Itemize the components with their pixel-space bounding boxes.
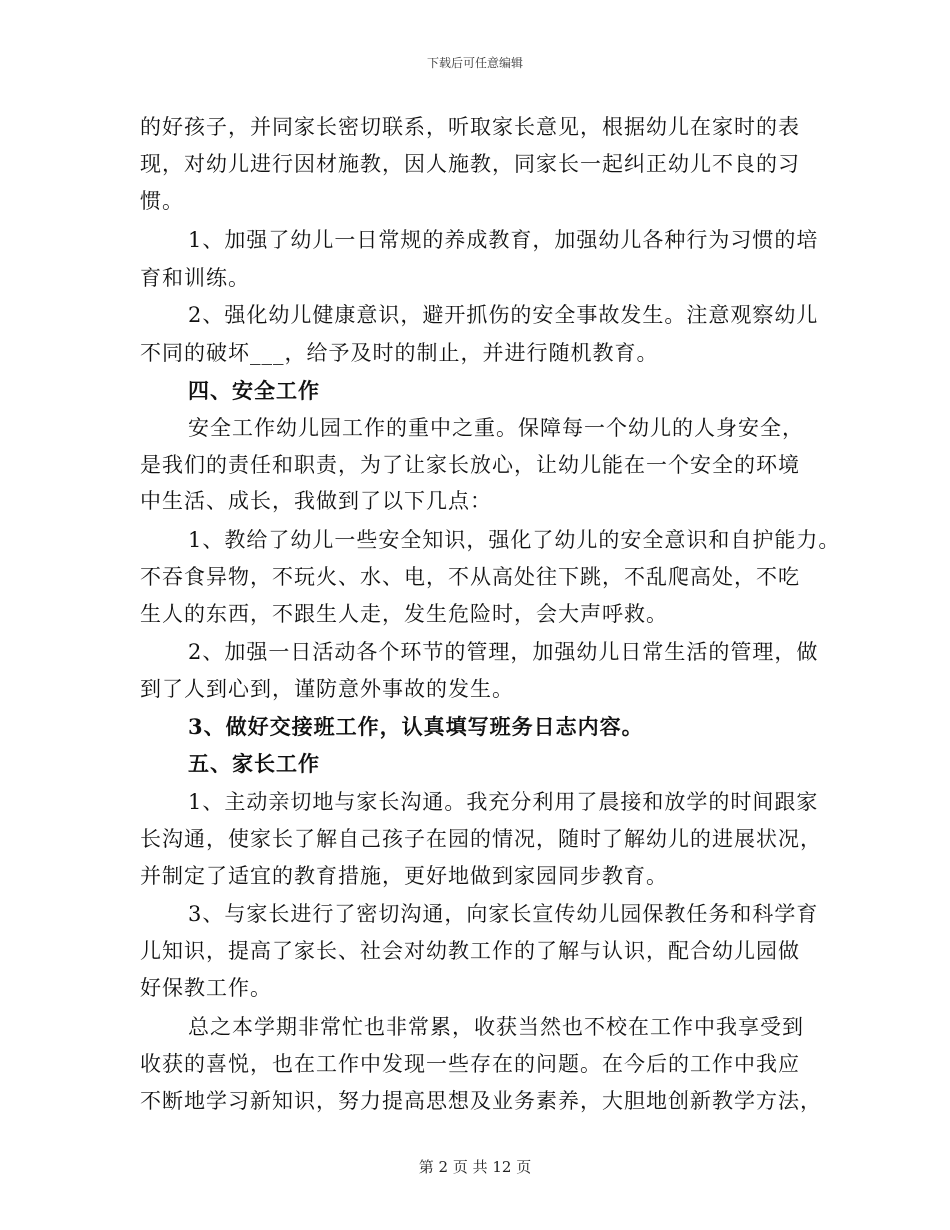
text-line: 好保教工作。 xyxy=(140,976,272,1000)
text-line: 不同的破坏___，给予及时的制止，并进行随机教育。 xyxy=(140,341,659,365)
text-line: 并制定了适宜的教育措施，更好地做到家园同步教育。 xyxy=(140,864,668,888)
section-heading: 五、家长工作 xyxy=(188,751,320,776)
text-line: 不断地学习新知识，努力提高思想及业务素养，大胆地创新教学方法， xyxy=(140,1089,822,1113)
page-header: 下载后可任意编辑 xyxy=(426,56,523,70)
text-line: 现，对幼儿进行因材施教，因人施教，同家长一起纠正幼儿不良的习 xyxy=(140,152,800,176)
text-line: 的好孩子，并同家长密切联系，听取家长意见，根据幼儿在家时的表 xyxy=(140,115,800,139)
text-line: 到了人到心到，谨防意外事故的发生。 xyxy=(140,677,514,701)
text-line: 1、加强了幼儿一日常规的养成教育，加强幼儿各种行为习惯的培 xyxy=(188,228,819,252)
text-line: 儿知识，提高了家长、社会对幼教工作的了解与认识，配合幼儿园做 xyxy=(140,939,800,963)
text-line: 1、主动亲切地与家长沟通。我充分利用了晨接和放学的时间跟家 xyxy=(188,790,819,814)
text-line: 不吞食异物，不玩火、水、电，不从高处往下跳，不乱爬高处，不吃 xyxy=(140,565,800,589)
text-line: 3、与家长进行了密切沟通，向家长宣传幼儿园保教任务和科学育 xyxy=(188,902,819,926)
text-line: 总之本学期非常忙也非常累，收获当然也不校在工作中我享受到 xyxy=(188,1015,804,1039)
text-line: 1、教给了幼儿一些安全知识，强化了幼儿的安全意识和自护能力。 xyxy=(188,528,841,552)
text-line: 安全工作幼儿园工作的重中之重。保障每一个幼儿的人身安全， xyxy=(188,416,804,440)
text-line: 生人的东西，不跟生人走，发生危险时，会大声呼救。 xyxy=(140,602,668,626)
section-heading: 四、安全工作 xyxy=(188,378,320,403)
text-line: 中生活、成长，我做到了以下几点： xyxy=(140,489,492,513)
text-line: 长沟通，使家长了解自己孩子在园的情况，随时了解幼儿的进展状况， xyxy=(140,827,822,851)
text-line: 2、强化幼儿健康意识，避开抓伤的安全事故发生。注意观察幼儿 xyxy=(188,303,819,327)
page-footer: 第 2 页 共 12 页 xyxy=(418,1158,532,1176)
text-line: 2、加强一日活动各个环节的管理，加强幼儿日常生活的管理，做 xyxy=(188,640,819,664)
text-line: 育和训练。 xyxy=(140,266,250,290)
bold-line: 3、做好交接班工作，认真填写班务日志内容。 xyxy=(188,714,644,739)
text-line: 收获的喜悦，也在工作中发现一些存在的问题。在今后的工作中我应 xyxy=(140,1052,800,1076)
text-line: 是我们的责任和职责，为了让家长放心，让幼儿能在一个安全的环境 xyxy=(140,453,800,477)
text-line: 惯。 xyxy=(140,189,184,213)
